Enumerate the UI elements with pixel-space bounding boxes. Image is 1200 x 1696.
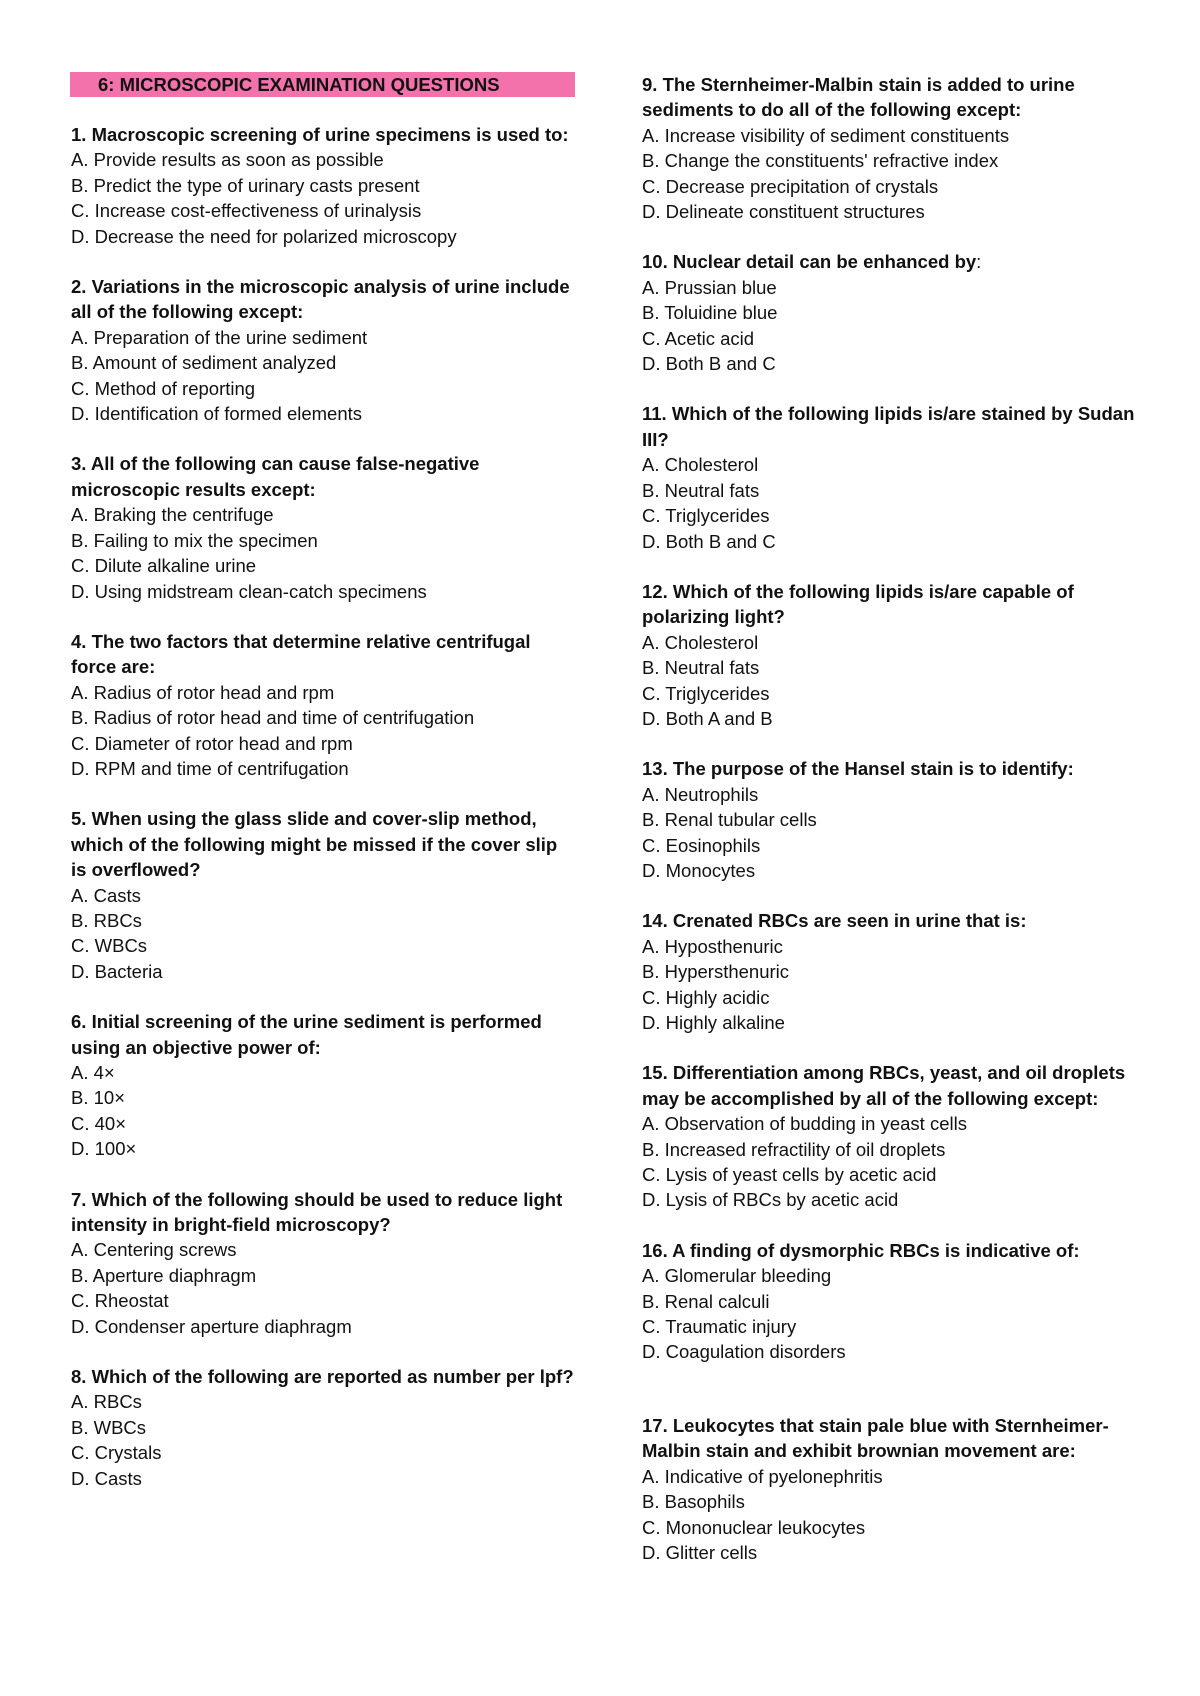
question-stem: 1. Macroscopic screening of urine specimens is used to: [71,124,569,145]
question-3 [71,451,576,603]
question-stem-text: 10. Nuclear detail can be enhanced by [642,251,977,273]
option-a: A. Braking the centrifuge [71,504,274,526]
option-a: A. Prussian blue [642,276,777,298]
option-c: C. Acetic acid [642,327,755,349]
option-d: D. Both B and C [642,353,776,375]
option-a: A. Glomerular bleeding [642,1265,832,1287]
option-c: C. Mononuclear leukocytes [642,1516,866,1538]
option-b: B. Neutral fats [642,657,760,679]
option-b: B. Renal calculi [642,1290,770,1312]
question-7 [71,1187,576,1339]
option-a: A. Cholesterol [642,454,759,476]
option-d: D. Casts [71,1467,142,1489]
question-9 [642,72,1142,224]
option-b: B. WBCs [71,1416,147,1438]
question-stem: 12. Which of the following lipids is/are capable of polarizing light? [642,580,1074,628]
option-b: B. Amount of sediment analyzed [71,352,337,374]
option-b: B. Aperture diaphragm [71,1264,257,1286]
option-d: D. Glitter cells [642,1541,758,1563]
question-stem: 9. The Sternheimer-Malbin stain is added to urine sediments to do all of the following except: [642,74,1075,121]
option-c: C. Eosinophils [642,834,761,856]
question-stem: 6. Initial screening of the urine sediment is performed using an objective power of: [71,1011,542,1058]
option-a: A. Hyposthenuric [642,935,783,957]
question-11 [642,401,1142,553]
option-a: A. Observation of budding in yeast cells [642,1113,967,1135]
option-b: B. Toluidine blue [642,302,778,324]
question-stem: 4. The two factors that determine relative centrifugal force are: [71,630,531,678]
option-a: A. Preparation of the urine sediment [71,326,368,348]
question-stem: 15. Differentiation among RBCs, yeast, and oil droplets may be accomplished by all of the following except: [642,1062,1126,1109]
question-stem: 8. Which of the following are reported as number per lpf? [71,1366,574,1388]
question-stem: 3. All of the following can cause false-negative microscopic results except: [71,453,480,500]
question-stem: 7. Which of the following should be used to reduce light intensity in bright-field microscopy? [71,1188,563,1236]
question-stem: 2. Variations in the microscopic analysis of urine include all of the following except: [71,276,570,323]
option-a: A. Neutrophils [642,783,759,805]
right-column [642,72,1142,1590]
question-12 [642,579,1142,731]
option-a: A. RBCs [71,1391,142,1413]
option-b: B. Increased refractility of oil droplets [642,1138,946,1160]
question-stem: 5. When using the glass slide and cover-slip method, which of the following might be missed if the cover slip is overflowed? [71,808,558,881]
option-d: D. Both B and C [642,530,776,552]
option-d: D. 100× [71,1138,137,1160]
question-10 [642,249,1142,376]
question-6 [71,1009,576,1161]
left-column [71,72,576,1516]
question-17 [642,1413,1142,1565]
option-b: B. 10× [71,1087,126,1109]
question-2 [71,274,576,426]
option-c: C. WBCs [71,935,148,957]
option-d: D. Using midstream clean-catch specimens [71,580,427,602]
option-c: C. Lysis of yeast cells by acetic acid [642,1164,937,1186]
question-16 [642,1238,1142,1365]
option-b: B. Change the constituents' refractive index [642,150,999,172]
option-a: A. Provide results as soon as possible [71,149,384,171]
option-c: C. Crystals [71,1442,162,1464]
option-a: A. 4× [71,1062,115,1083]
option-d: D. Condenser aperture diaphragm [71,1315,352,1337]
option-a: A. Indicative of pyelonephritis [642,1465,883,1487]
option-a: A. Centering screws [71,1239,237,1261]
option-c: C. Decrease precipitation of crystals [642,175,939,197]
question-15 [642,1060,1142,1212]
option-a: A. Casts [71,884,141,906]
question-stem: 17. Leukocytes that stain pale blue with Sternheimer-Malbin stain and exhibit brownian movement are: [642,1414,1109,1462]
option-c: C. Triglycerides [642,682,770,704]
option-a: A. Increase visibility of sediment constituents [642,124,1010,146]
option-d: D. Identification of formed elements [71,403,363,425]
option-d: D. Both A and B [642,707,773,729]
option-c: C. Rheostat [71,1290,169,1312]
option-b: B. Radius of rotor head and time of centrifugation [71,707,475,729]
question-8 [71,1364,576,1491]
question-stem-colon: : [976,251,982,273]
option-c: C. Triglycerides [642,505,770,527]
option-c: C. 40× [71,1112,127,1134]
question-stem: 13. The purpose of the Hansel stain is to identify: [642,758,1074,780]
option-d: D. Highly alkaline [642,1012,785,1033]
question-5 [71,806,576,984]
question-1 [71,122,576,249]
option-d: D. RPM and time of centrifugation [71,757,349,779]
option-c: C. Diameter of rotor head and rpm [71,732,353,754]
option-c: C. Traumatic injury [642,1316,797,1338]
option-b: B. Predict the type of urinary casts present [71,174,420,196]
option-d: D. Decrease the need for polarized microscopy [71,225,457,247]
option-d: D. Monocytes [642,859,756,881]
option-b: B. Basophils [642,1491,745,1513]
section-title: 6: MICROSCOPIC EXAMINATION QUESTIONS [70,72,575,97]
option-a: A. Radius of rotor head and rpm [71,681,335,703]
question-stem [642,249,1142,274]
option-c: C. Dilute alkaline urine [71,555,257,577]
question-13 [642,756,1142,883]
question-stem: 16. A finding of dysmorphic RBCs is indicative of: [642,1239,1080,1261]
option-d: D. Delineate constituent structures [642,201,925,223]
option-b: B. Renal tubular cells [642,809,817,831]
question-stem: 11. Which of the following lipids is/are stained by Sudan III? [642,403,1135,450]
option-c: C. Increase cost-effectiveness of urinalysis [71,200,422,222]
option-b: B. Failing to mix the specimen [71,529,318,551]
option-c: C. Method of reporting [71,377,256,399]
option-d: D. Lysis of RBCs by acetic acid [642,1189,899,1211]
option-b: B. Hypersthenuric [642,961,790,983]
question-14 [642,908,1142,1035]
question-stem: 14. Crenated RBCs are seen in urine that is: [642,910,1027,932]
option-d: D. Coagulation disorders [642,1341,846,1363]
question-4 [71,629,576,781]
option-b: B. Neutral fats [642,479,760,501]
option-b: B. RBCs [71,909,142,931]
option-c: C. Highly acidic [642,986,770,1008]
option-d: D. Bacteria [71,960,163,982]
option-a: A. Cholesterol [642,631,759,653]
